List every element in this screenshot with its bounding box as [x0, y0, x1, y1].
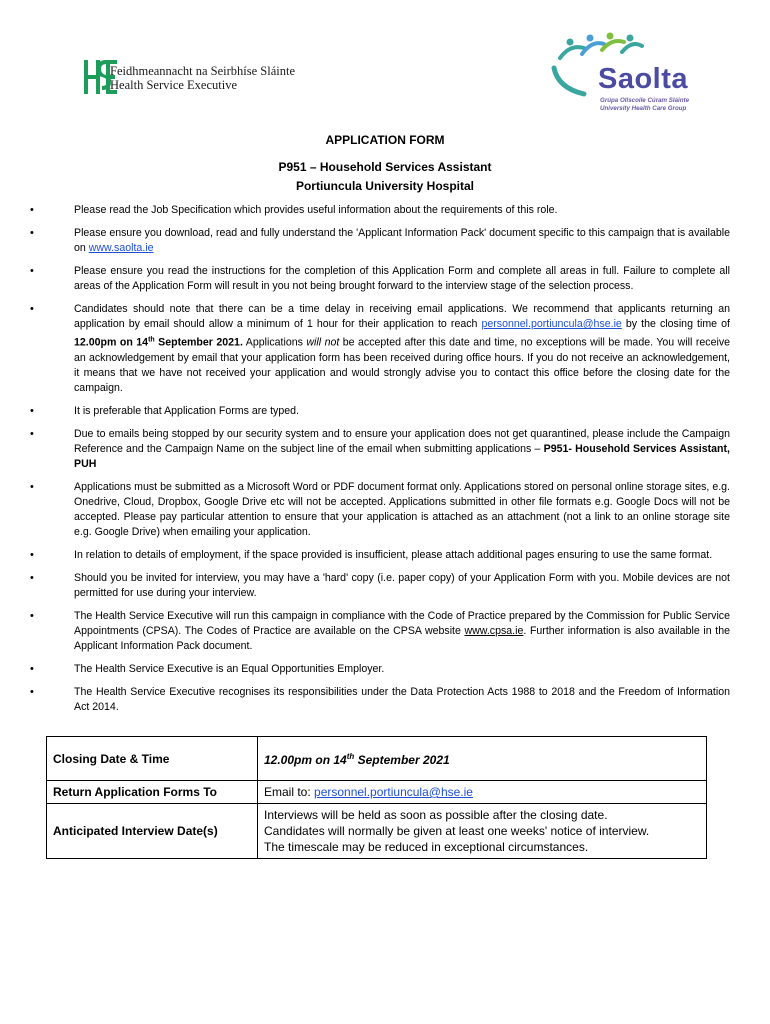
instructions-list — [30, 203, 730, 723]
list-item: • In relation to details of employment, if the space provided is insufficient, please attach additional pages ensuring to use the same format. — [30, 548, 713, 561]
saolta-website-link[interactable]: www.saolta.ie — [88, 242, 154, 254]
list-item: • The Health Service Executive is an Equal Opportunities Employer. — [30, 662, 385, 675]
list-item: • The Health Service Executive recognises its responsibilities under the Data Protection Acts 1988 to 2018 and the Freedom of Information Act 2014. — [30, 685, 730, 713]
list-item: • Please ensure you read the instructions for the completion of this Application Form and complete all areas in full. Failure to complete all areas of the Application Form will result in you not being brought forward to the interview stage of the selection process. — [30, 265, 730, 292]
list-item: • Should you be invited for interview, you may have a 'hard' copy (i.e. paper copy) of your Application Form with you. Mobile devices are not permitted for use during your interview. — [30, 571, 730, 599]
list-item: • Applications must be submitted as a Microsoft Word or PDF document format only. Applications stored on personal online storage sites, e.g. Onedrive, Cloud, Dropbox, Google Drive etc will not be accepted. Applications submitted in other file formats e.g. Google Docs will not be accepted. Please pay particular attention to ensure that your application is attached as an attachment (not a link to an online storage site e.g. Google Drive) when emailing your application. — [30, 480, 730, 538]
personnel-email-link[interactable]: personnel.portiuncula@hse.ie — [481, 318, 622, 330]
return-email-link[interactable]: personnel.portiuncula@hse.ie — [314, 785, 473, 799]
saolta-subtitle-english: University Health Care Group — [600, 104, 687, 112]
closing-date-label: Closing Date & Time — [47, 737, 258, 781]
saolta-subtitle — [600, 97, 689, 112]
list-item: • The Health Service Executive will run this campaign in compliance with the Code of Practice prepared by the Commission for Public Service Appointments (CPSA). The Codes of Practice are available on the CPSA website www.cpsa.ie. Further information is also available in the Applicant Information Pack document. — [30, 609, 730, 652]
list-item: • Please read the Job Specification which provides useful information about the requirements of this role. — [30, 204, 558, 216]
saolta-subtitle-irish: Grúpa Ollscoile Cúram Sláinte — [600, 97, 690, 104]
application-details-table — [46, 736, 707, 859]
saolta-wordmark: Saolta — [598, 63, 689, 95]
form-title: APPLICATION FORM — [325, 133, 445, 147]
hse-english-name: Health Service Executive — [110, 78, 238, 92]
interview-dates-value: Interviews will be held as soon as possible after the closing date. Candidates will normally be given at least one weeks' notice of interview. The timescale may be reduced in exceptional circumstances. — [258, 804, 707, 859]
return-forms-label: Return Application Forms To — [47, 781, 258, 804]
list-item: • Please ensure you download, read and fully understand the 'Applicant Information Pack' document specific to this campaign that is available on www.saolta.ie — [30, 227, 730, 254]
return-forms-value: Email to: personnel.portiuncula@hse.ie — [258, 781, 707, 804]
cpsa-website-link[interactable]: www.cpsa.ie — [464, 624, 524, 637]
list-item: • Candidates should note that there can be a time delay in receiving email applications. We recommend that applicants returning an application by email should allow a minimum of 1 hour for their application to reach personnel.portiuncula@hse.ie by the closing time of 12.00pm on 14th September 2021. Applications will not be accepted after this date and time, no exceptions will be made. You will receive an acknowledgement by email that your application form has been received during office hours. If you do not receive an acknowledgement, it means that we have not received your application and would strongly advise you to contact this office before the closing date for the campaign. — [30, 303, 731, 394]
list-item: • Due to emails being stopped by our security system and to ensure your application does not get quarantined, please include the Campaign Reference and the Campaign Name on the subject line of the email when submitting applications – P951- Household Services Assistant, PUH — [30, 427, 730, 470]
post-title: P951 – Household Services Assistant — [278, 160, 492, 174]
list-item: • It is preferable that Application Forms are typed. — [30, 404, 299, 417]
closing-date-value: 12.00pm on 14th September 2021 — [258, 737, 707, 781]
table-row — [47, 737, 707, 781]
hospital-title: Portiuncula University Hospital — [295, 179, 475, 193]
table-row — [47, 781, 707, 804]
table-row — [47, 804, 707, 859]
hse-wordmark — [110, 64, 295, 92]
interview-dates-label: Anticipated Interview Date(s) — [47, 804, 258, 859]
hse-irish-name: Feidhmeannacht na Seirbhíse Sláinte — [110, 64, 296, 78]
